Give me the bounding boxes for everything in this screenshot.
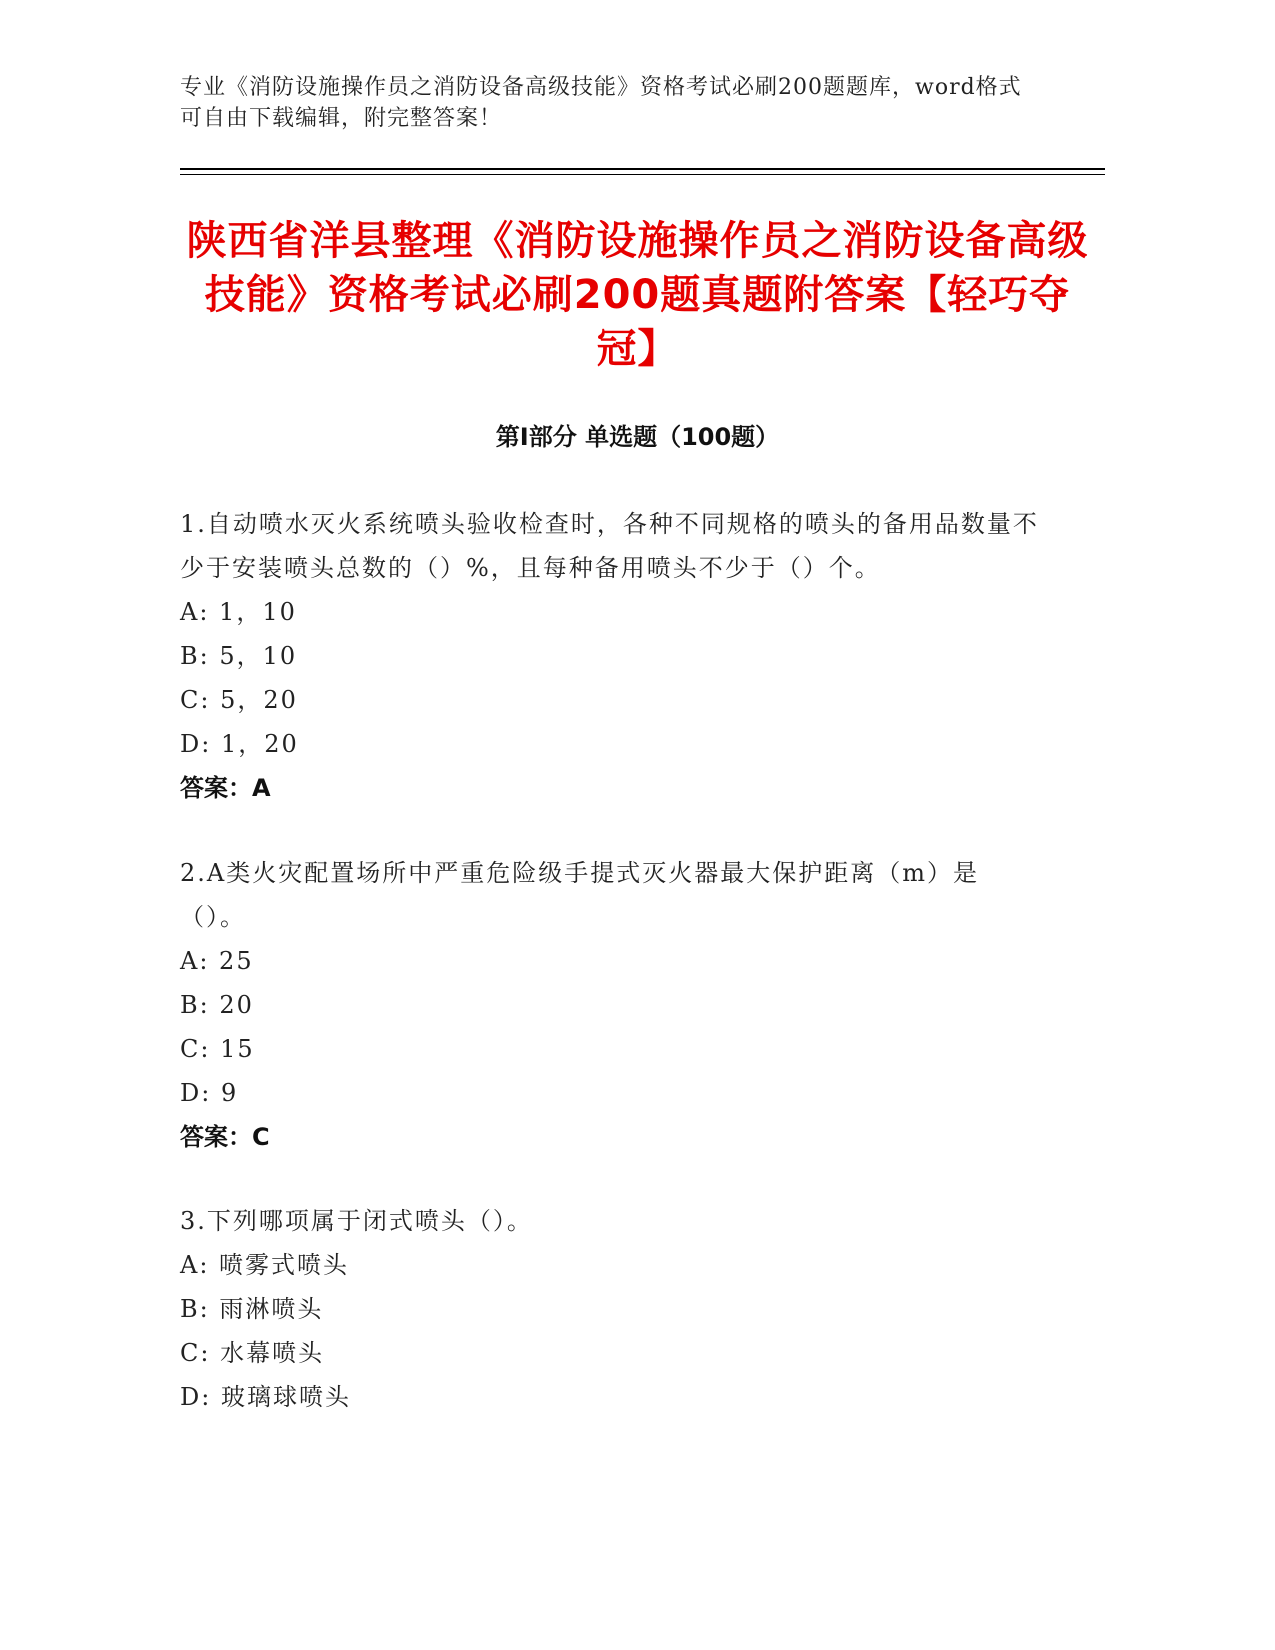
question-3 bbox=[180, 1199, 1040, 1419]
question-1 bbox=[180, 502, 1040, 810]
option-c: C: 15 bbox=[180, 1035, 255, 1063]
header-divider-thick bbox=[180, 168, 1105, 170]
option-b: B: 雨淋喷头 bbox=[180, 1295, 324, 1323]
option-b: B: 5，10 bbox=[180, 642, 298, 670]
answer: 答案：A bbox=[180, 774, 271, 802]
answer: 答案：C bbox=[180, 1123, 270, 1151]
question-stem: 2.A类火灾配置场所中严重危险级手提式灭火器最大保护距离（m）是（）。 bbox=[180, 859, 979, 931]
header-note: 专业《消防设施操作员之消防设备高级技能》资格考试必刷200题题库，word格式可自由下载编辑，附完整答案！ bbox=[180, 75, 1022, 131]
option-d: D: 9 bbox=[180, 1079, 239, 1107]
question-stem: 3.下列哪项属于闭式喷头（）。 bbox=[180, 1207, 533, 1235]
header-divider-thin bbox=[180, 174, 1105, 175]
question-2 bbox=[180, 851, 1040, 1159]
option-a: A: 1，10 bbox=[180, 598, 297, 626]
option-c: C: 水幕喷头 bbox=[180, 1339, 325, 1367]
option-b: B: 20 bbox=[180, 991, 254, 1019]
option-a: A: 25 bbox=[180, 947, 254, 975]
section-heading: 第Ⅰ部分 单选题（100题） bbox=[495, 423, 780, 451]
option-d: D: 玻璃球喷头 bbox=[180, 1383, 351, 1411]
question-stem: 1.自动喷水灭火系统喷头验收检查时，各种不同规格的喷头的备用品数量不少于安装喷头总数的（）%，且每种备用喷头不少于（）个。 bbox=[180, 510, 1039, 582]
option-c: C: 5，20 bbox=[180, 686, 298, 714]
option-d: D: 1，20 bbox=[180, 730, 299, 758]
option-a: A: 喷雾式喷头 bbox=[180, 1251, 350, 1279]
document-title: 陕西省洋县整理《消防设施操作员之消防设备高级技能》资格考试必刷200题真题附答案【轻巧夺冠】 bbox=[186, 218, 1089, 372]
